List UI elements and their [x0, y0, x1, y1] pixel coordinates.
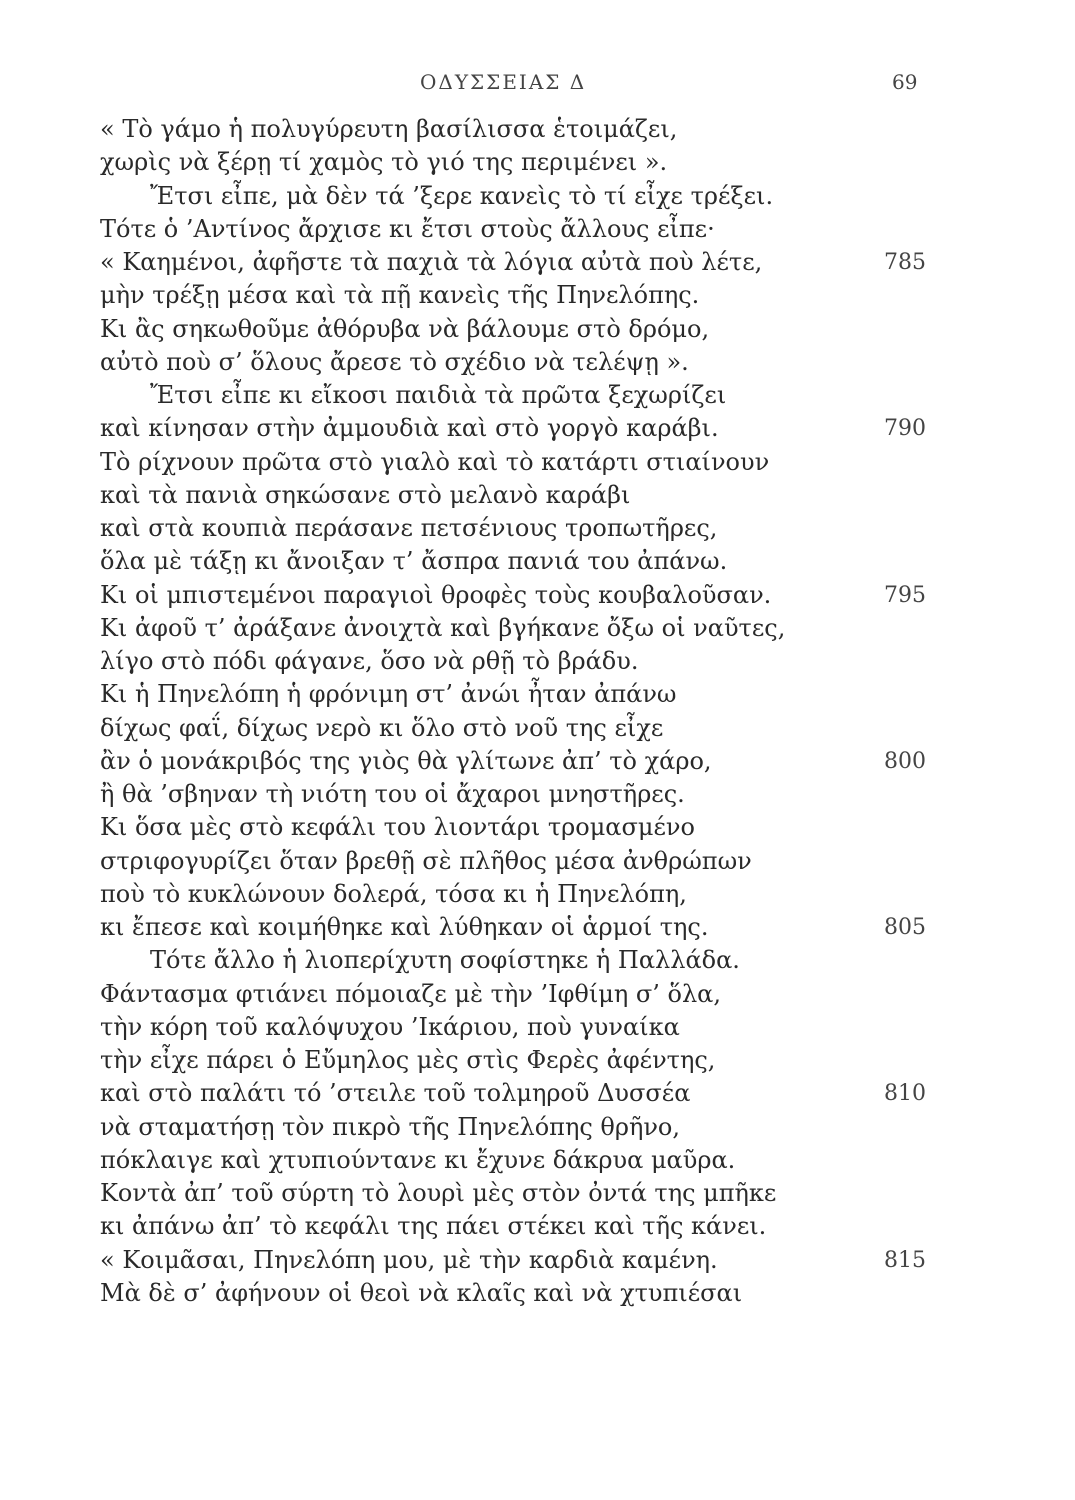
verse-text: Τότε ἄλλο ἡ λιοπερίχυτη σοφίστηκε ἡ Παλλάδα. [150, 946, 740, 975]
verse-line [0, 512, 1075, 545]
verse-line [0, 845, 1075, 878]
line-number: 810 [884, 1081, 926, 1107]
verse-line [0, 1077, 1075, 1110]
verse-line [0, 246, 1075, 279]
verse-text: « Κοιμᾶσαι, Πηνελόπη μου, μὲ τὴν καρδιὰ καμένη. [100, 1245, 718, 1274]
verse-line [0, 1144, 1075, 1177]
verse-line [0, 313, 1075, 346]
page-number: 69 [892, 70, 918, 94]
verse-line [0, 180, 1075, 213]
verse-text: στριφογυρίζει ὅταν βρεθῇ σὲ πλῆθος μέσα ἀνθρώπων [100, 846, 752, 875]
verse-line [0, 1111, 1075, 1144]
verse-text: ποὺ τὸ κυκλώνουν δολερά, τόσα κι ἡ Πηνελόπη, [100, 879, 687, 908]
running-head [0, 70, 1075, 100]
line-number: 795 [884, 582, 926, 608]
line-number: 815 [884, 1247, 926, 1273]
verse-line [0, 346, 1075, 379]
verse-line [0, 645, 1075, 678]
verse-text: πόκλαιγε καὶ χτυπιούντανε κι ἔχυνε δάκρυα μαῦρα. [100, 1145, 736, 1174]
verse-line [0, 811, 1075, 844]
verse-line [0, 579, 1075, 612]
verse-line [0, 1044, 1075, 1077]
verse-text: νὰ σταματήσῃ τὸν πικρὸ τῆς Πηνελόπης θρῆνο, [100, 1112, 681, 1141]
verse-text: χωρὶς νὰ ξέρῃ τί χαμὸς τὸ γιό της περιμένει ». [100, 148, 668, 177]
verse-line [0, 944, 1075, 977]
line-number: 790 [884, 416, 926, 442]
verse-text: Κοντὰ ἀπ’ τοῦ σύρτη τὸ λουρὶ μὲς στὸν ὀντά της μπῆκε [100, 1179, 777, 1207]
verse-text: δίχως φαΐ, δίχως νερὸ κι ὅλο στὸ νοῦ της εἶχε [100, 713, 664, 742]
verse-line [0, 279, 1075, 312]
verse-text: τὴν κόρη τοῦ καλόψυχου ’Ικάριου, ποὺ γυναίκα [100, 1012, 680, 1041]
verse-text: ἢ θὰ ’σβηναν τὴ νιότη του οἱ ἄχαροι μνηστῆρες. [100, 780, 685, 808]
verse-text: Κι οἱ μπιστεμένοι παραγιοὶ θροφὲς τοὺς κουβαλοῦσαν. [100, 580, 772, 609]
verse-line [0, 1244, 1075, 1277]
verse-text: Κι ἂς σηκωθοῦμε ἀθόρυβα νὰ βάλουμε στὸ δρόμο, [100, 314, 710, 343]
line-number: 805 [884, 915, 926, 940]
verse-line [0, 479, 1075, 512]
verse-text: κι ἀπάνω ἀπ’ τὸ κεφάλι της πάει στέκει καὶ τῆς κάνει. [100, 1212, 767, 1241]
verse-line [0, 213, 1075, 246]
verse-text: Ἔτσι εἶπε, μὰ δὲν τά ’ξερε κανεὶς τὸ τί εἶχε τρέξει. [150, 181, 774, 210]
verse-line [0, 113, 1075, 146]
verse-line [0, 545, 1075, 578]
verse-line [0, 1210, 1075, 1243]
verse-text: Κι ἀφοῦ τ’ ἀράξανε ἀνοιχτὰ καὶ βγήκανε ὄξω οἱ ναῦτες, [100, 613, 786, 642]
verse-text: « Τὸ γάμο ἡ πολυγύρευτη βασίλισσα ἑτοιμάζει, [100, 115, 678, 143]
verse-text: Ἔτσι εἶπε κι εἴκοσι παιδιὰ τὰ πρῶτα ξεχωρίζει [150, 381, 727, 409]
verse-line [0, 878, 1075, 911]
verse-text: καὶ στὰ κουπιὰ περάσανε πετσένιους τροπωτῆρες, [100, 514, 718, 542]
verse-line [0, 745, 1075, 778]
poem-text [0, 113, 1075, 1310]
verse-text: καὶ τὰ πανιὰ σηκώσανε στὸ μελανὸ καράβι [100, 480, 631, 509]
verse-text: τὴν εἶχε πάρει ὁ Εὔμηλος μὲς στὶς Φερὲς ἀφέντης, [100, 1046, 716, 1074]
verse-text: λίγο στὸ πόδι φάγανε, ὅσο νὰ ρθῇ τὸ βράδυ. [100, 647, 639, 675]
verse-line [0, 678, 1075, 711]
verse-text: Τὸ ρίχνουν πρῶτα στὸ γιαλὸ καὶ τὸ κατάρτι στιαίνουν [100, 447, 770, 476]
line-number: 800 [884, 748, 926, 774]
verse-line [0, 1011, 1075, 1044]
verse-text: κι ἔπεσε καὶ κοιμήθηκε καὶ λύθηκαν οἱ ἁρμοί της. [100, 913, 709, 941]
verse-line [0, 446, 1075, 479]
verse-text: Φάντασμα φτιάνει πόμοιαζε μὲ τὴν ’Ιφθίμη σ’ ὅλα, [100, 979, 721, 1008]
verse-text: μὴν τρέξῃ μέσα καὶ τὰ πῇ κανεὶς τῆς Πηνελόπης. [100, 281, 700, 310]
verse-text: Μὰ δὲ σ’ ἀφήνουν οἱ θεοὶ νὰ κλαῖς καὶ νὰ χτυπιέσαι [100, 1278, 743, 1307]
verse-line [0, 978, 1075, 1011]
verse-text: Κι ἡ Πηνελόπη ἡ φρόνιμη στ’ ἀνώι ἦταν ἀπάνω [100, 680, 677, 709]
verse-text: ἂν ὁ μονάκριβός της γιὸς θὰ γλίτωνε ἀπ’ τὸ χάρο, [100, 746, 712, 775]
verse-text: « Καημένοι, ἀφῆστε τὰ παχιὰ τὰ λόγια αὐτὰ ποὺ λέτε, [100, 248, 763, 276]
verse-text: Τότε ὁ ’Αντίνος ἄρχισε κι ἔτσι στοὺς ἄλλους εἶπε· [100, 214, 715, 243]
verse-text: καὶ κίνησαν στὴν ἀμμουδιὰ καὶ στὸ γοργὸ καράβι. [100, 414, 719, 443]
verse-line [0, 146, 1075, 179]
verse-line [0, 612, 1075, 645]
verse-line [0, 778, 1075, 811]
verse-text: Κι ὅσα μὲς στὸ κεφάλι του λιοντάρι τρομασμένο [100, 813, 695, 842]
verse-text: αὐτὸ ποὺ σ’ ὅλους ἄρεσε τὸ σχέδιο νὰ τελέψῃ ». [100, 347, 689, 376]
line-number: 785 [884, 250, 926, 275]
verse-line [0, 712, 1075, 745]
verse-text: ὅλα μὲ τάξῃ κι ἄνοιξαν τ’ ἄσπρα πανιά του ἀπάνω. [100, 547, 728, 576]
verse-line [0, 412, 1075, 445]
verse-line [0, 1277, 1075, 1310]
verse-line [0, 379, 1075, 412]
running-title: ΟΔΥΣΣΕΙΑΣ Δ [420, 70, 587, 94]
verse-line [0, 911, 1075, 944]
verse-text: καὶ στὸ παλάτι τό ’στειλε τοῦ τολμηροῦ Δυσσέα [100, 1079, 691, 1108]
verse-line [0, 1177, 1075, 1210]
